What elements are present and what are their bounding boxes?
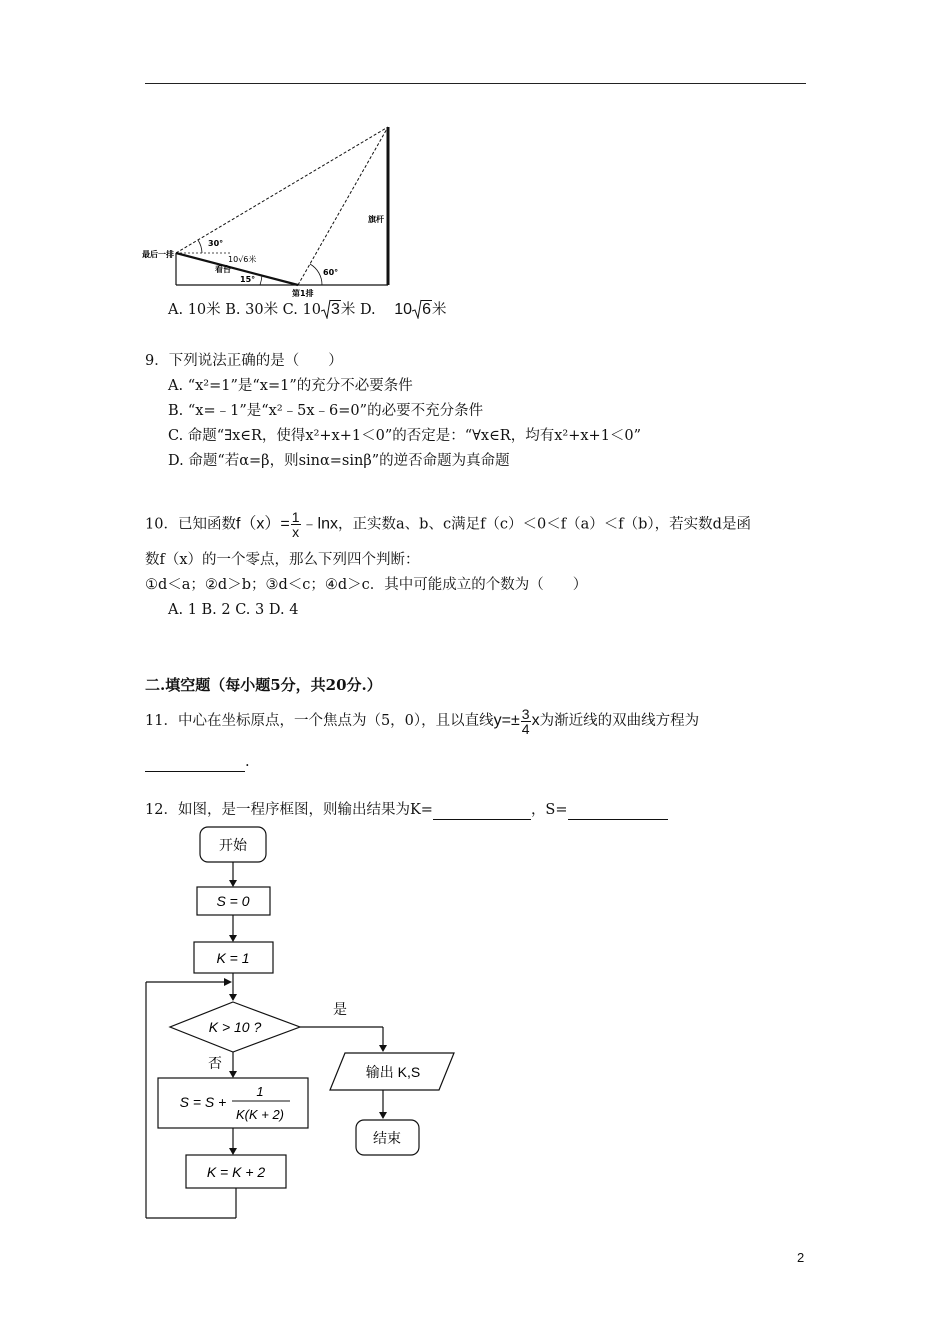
q10-stem-line2: 数f（x）的一个零点，那么下列四个判断： bbox=[145, 552, 420, 568]
fc-s0-text: S = 0 bbox=[216, 893, 250, 909]
q11-answer-blank[interactable] bbox=[145, 755, 245, 772]
q11-answer-line bbox=[145, 752, 250, 772]
q9-option-c: C. 命题“∃x∈R，使得x²+x+1＜0”的否定是：“∀x∈R，均有x²+x+1＜0” bbox=[168, 428, 642, 444]
q10-lead: 10．已知函数 bbox=[145, 516, 236, 533]
sight-line-last-row bbox=[176, 127, 388, 253]
q9-option-a: A. “x²=1”是“x=1”的充分不必要条件 bbox=[168, 378, 413, 394]
q10-rest: ，正实数a、b、c满足f（c）＜0＜f（a）＜f（b），若实数d是函 bbox=[338, 516, 751, 533]
fc-update-s-lhs: S = S + bbox=[179, 1094, 227, 1110]
label-distance: 10√6米 bbox=[228, 255, 257, 264]
q10-stem-line1 bbox=[145, 510, 751, 539]
q9-option-d: D. 命题“若α=β，则sinα=sinβ”的逆否命题为真命题 bbox=[168, 453, 510, 469]
q11-fraction: $\frac{3}{4}$ bbox=[521, 705, 530, 737]
angle-15-label: 15° bbox=[240, 275, 256, 284]
q9-stem: 9．下列说法正确的是（ ） bbox=[145, 353, 343, 369]
q11-lead: 11．中心在坐标原点，一个焦点为（5，0），且以直线 bbox=[145, 713, 494, 729]
q12-lead: 12．如图，是一程序框图，则输出结果为K= bbox=[145, 802, 433, 818]
q11-math-pre: y=± bbox=[493, 712, 520, 729]
q10-stem-line3: ①d＜a；②d＞b；③d＜c；④d＞c．其中可能成立的个数为（ ） bbox=[145, 577, 588, 593]
q11-end: . bbox=[245, 754, 250, 770]
label-stand: 看台 bbox=[215, 265, 231, 274]
section-heading: 二.填空题（每小题5分，共20分.） bbox=[145, 676, 382, 694]
q12-k-blank[interactable] bbox=[433, 803, 531, 820]
q12-stem bbox=[145, 800, 668, 820]
angle-60-label: 60° bbox=[323, 268, 339, 277]
q10-fx: f（x）= bbox=[235, 515, 290, 533]
label-last-row: 最后一排 bbox=[142, 250, 174, 259]
fc-start-text: 开始 bbox=[219, 837, 247, 853]
flowchart bbox=[140, 822, 470, 1224]
q8-options bbox=[168, 300, 446, 320]
q10-lnx: ﹣lnx bbox=[301, 515, 339, 533]
q10-fraction: $\frac{1}{x}$ bbox=[291, 509, 300, 540]
q8-opt-d-num: 10 bbox=[394, 301, 413, 318]
sight-line-first-row bbox=[298, 127, 388, 285]
fc-update-k-text: K = K + 2 bbox=[206, 1164, 266, 1180]
fc-output-text: 输出 K,S bbox=[365, 1064, 421, 1080]
q8-opt-d-sqrt: 6 bbox=[412, 300, 432, 320]
fc-end-text: 结束 bbox=[373, 1130, 401, 1146]
q8-opt-c-unit: 米 D. bbox=[340, 302, 376, 318]
header-rule bbox=[145, 83, 806, 84]
q10-options: A. 1 B. 2 C. 3 D. 4 bbox=[168, 602, 299, 618]
fc-update-s-den: K(K + 2) bbox=[235, 1107, 285, 1122]
q11-stem bbox=[145, 705, 699, 737]
q9-option-b: B. “x=﹣1”是“x²﹣5x﹣6=0”的必要不充分条件 bbox=[168, 403, 484, 419]
q8-options-text: A. 10米 B. 30米 C. 10 bbox=[168, 302, 321, 318]
flagpole-figure bbox=[140, 122, 400, 297]
fc-condition-text: K > 10 ? bbox=[208, 1019, 262, 1035]
angle-30-label: 30° bbox=[208, 239, 224, 248]
fc-update-s-num: 1 bbox=[256, 1084, 264, 1099]
fc-yes-label: 是 bbox=[333, 1001, 347, 1017]
label-first-row: 第1排 bbox=[292, 289, 314, 297]
fc-no-label: 否 bbox=[208, 1055, 222, 1071]
q12-s-blank[interactable] bbox=[568, 803, 668, 820]
page-number: 2 bbox=[797, 1250, 805, 1265]
q12-mid: ，S= bbox=[530, 802, 568, 818]
q11-rest: 为渐近线的双曲线方程为 bbox=[539, 713, 700, 729]
q8-opt-d-unit: 米 bbox=[431, 302, 447, 318]
label-pole: 旗杆 bbox=[368, 215, 384, 224]
q11-math-post: x bbox=[531, 712, 540, 729]
fc-k1-text: K = 1 bbox=[216, 950, 250, 966]
q8-opt-c-sqrt: 3 bbox=[321, 300, 341, 320]
